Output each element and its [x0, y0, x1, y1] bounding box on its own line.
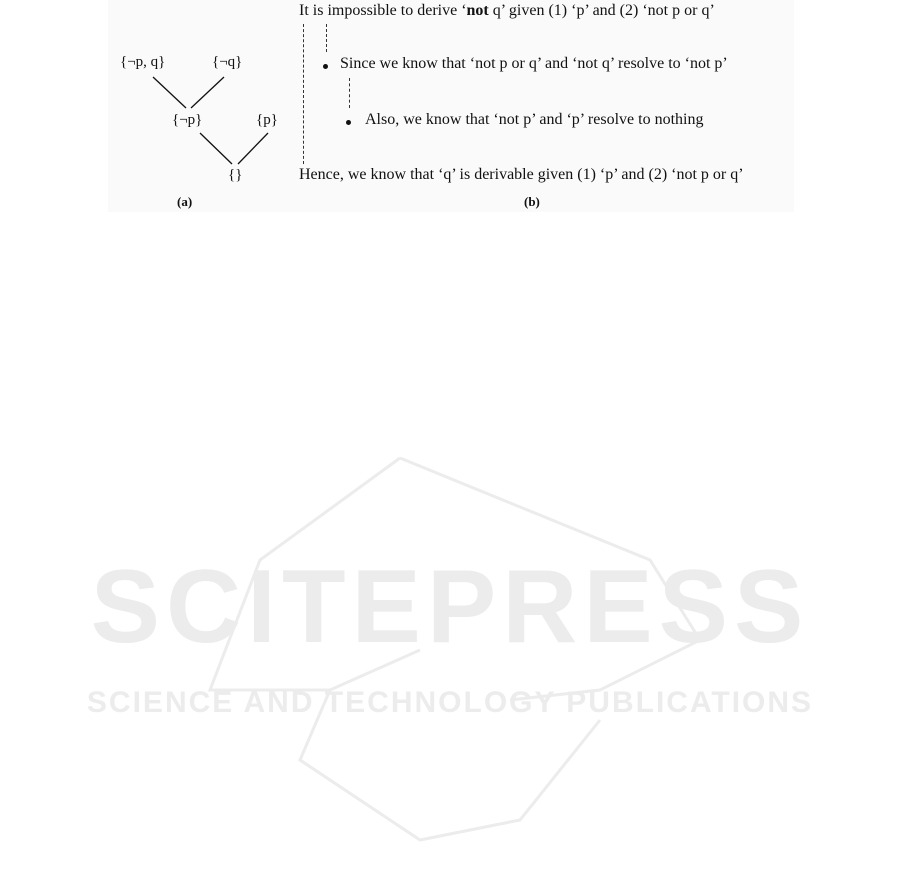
line-1-rest: q’ given (1) ‘p’ and (2) ‘not p or q’ [488, 2, 715, 19]
explanation-line-4: Hence, we know that ‘q’ is derivable given (1) ‘p’ and (2) ‘not p or q’ [299, 166, 744, 183]
edge-top-left-to-middle-left [153, 77, 186, 108]
edge-middle-left-to-bottom [200, 133, 232, 164]
caption-b: (b) [524, 194, 540, 209]
edge-top-right-to-middle-left [191, 77, 224, 108]
dashed-connector-step-1 [326, 24, 327, 52]
node-neg-p-q: {¬p, q} [120, 54, 166, 70]
bullet-step-1 [323, 64, 328, 69]
scitepress-watermark [0, 430, 901, 884]
watermark-logo-text: SCITEPRESS [90, 549, 810, 665]
node-p: {p} [256, 112, 278, 128]
line-1-bold: not [466, 2, 489, 19]
line-1-prefix: It is impossible to derive ‘ [299, 2, 467, 19]
dashed-connector-step-2 [349, 78, 350, 108]
bullet-step-2 [346, 120, 351, 125]
edge-middle-right-to-bottom [238, 133, 268, 164]
node-neg-p: {¬p} [172, 112, 203, 128]
explanation-line-2: Since we know that ‘not p or q’ and ‘not q’ resolve to ‘not p’ [340, 55, 728, 72]
node-neg-q: {¬q} [212, 54, 243, 70]
explanation-line-1 [299, 2, 715, 20]
watermark-tagline: SCIENCE AND TECHNOLOGY PUBLICATIONS [86, 686, 814, 719]
dashed-connector-outer [303, 24, 304, 164]
caption-a: (a) [177, 194, 193, 209]
node-empty: {} [228, 167, 243, 183]
explanation-line-3: Also, we know that ‘not p’ and ‘p’ resolve to nothing [365, 111, 704, 128]
